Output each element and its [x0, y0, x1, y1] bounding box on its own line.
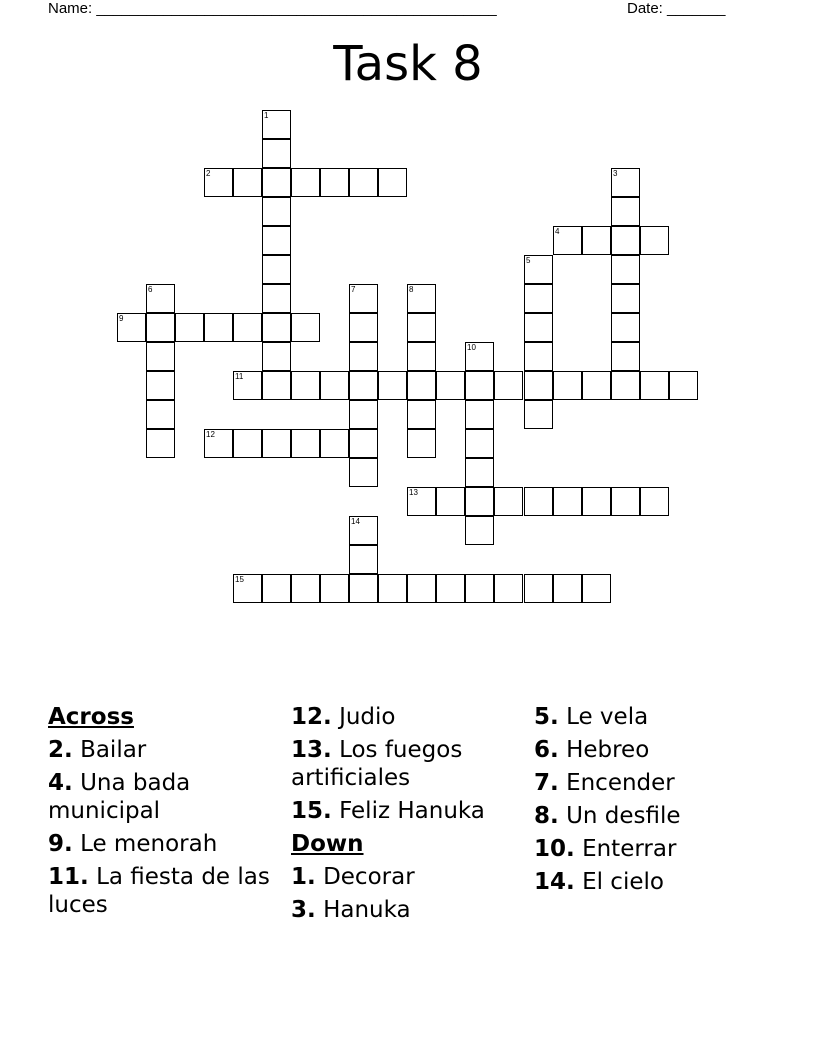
crossword-cell[interactable]: [349, 400, 378, 429]
clue-number-label: 9: [119, 314, 124, 323]
clue-number-label: 13: [409, 488, 418, 497]
crossword-cell[interactable]: [611, 342, 640, 371]
clue-across-12: [291, 703, 527, 731]
clue-number: 10.: [534, 836, 575, 862]
crossword-cell[interactable]: [291, 429, 320, 458]
clue-column-3: [534, 703, 770, 901]
clue-text: Judio: [339, 704, 396, 730]
clue-down-6: [534, 736, 770, 764]
crossword-cell[interactable]: [349, 168, 378, 197]
crossword-cell[interactable]: [465, 342, 494, 371]
crossword-cell[interactable]: [262, 574, 291, 603]
clue-number: 12.: [291, 704, 332, 730]
crossword-cell[interactable]: [204, 168, 233, 197]
clue-number: 4.: [48, 770, 73, 796]
crossword-cell[interactable]: [349, 284, 378, 313]
crossword-cell[interactable]: [262, 371, 291, 400]
clue-number-label: 8: [409, 285, 414, 294]
clue-number-label: 4: [555, 227, 560, 236]
crossword-cell[interactable]: [378, 574, 407, 603]
clue-column-1: [48, 703, 284, 924]
clue-text: Bailar: [80, 737, 147, 763]
crossword-cell[interactable]: [465, 574, 494, 603]
crossword-cell[interactable]: [465, 487, 494, 516]
crossword-cell[interactable]: [320, 429, 349, 458]
clue-across-13: [291, 736, 527, 792]
crossword-cell[interactable]: [233, 168, 262, 197]
crossword-cell[interactable]: [524, 400, 553, 429]
clue-text: Decorar: [323, 864, 415, 890]
crossword-cell[interactable]: [407, 429, 436, 458]
crossword-cell[interactable]: [582, 487, 611, 516]
crossword-cell[interactable]: [524, 284, 553, 313]
crossword-cell[interactable]: [291, 168, 320, 197]
clue-number-label: 1: [264, 111, 269, 120]
clue-across-11: [48, 863, 284, 919]
crossword-cell[interactable]: [291, 313, 320, 342]
clue-number-label: 14: [351, 517, 360, 526]
crossword-cell[interactable]: [582, 574, 611, 603]
clue-number: 14.: [534, 869, 575, 895]
crossword-cell[interactable]: [494, 574, 523, 603]
crossword-cell[interactable]: [146, 429, 175, 458]
clue-text: Los fuegos artificiales: [291, 737, 463, 791]
crossword-cell[interactable]: [117, 313, 146, 342]
clue-number: 15.: [291, 798, 332, 824]
page-title: Task 8: [333, 36, 483, 92]
crossword-cell[interactable]: [611, 226, 640, 255]
clue-across-4: [48, 769, 284, 825]
crossword-cell[interactable]: [436, 487, 465, 516]
clue-text: Una bada municipal: [48, 770, 191, 824]
crossword-cell[interactable]: [407, 574, 436, 603]
crossword-cell[interactable]: [611, 168, 640, 197]
crossword-cell[interactable]: [494, 371, 523, 400]
crossword-cell[interactable]: [204, 313, 233, 342]
crossword-cell[interactable]: [146, 400, 175, 429]
crossword-cell[interactable]: [640, 487, 669, 516]
clue-text: Le menorah: [80, 831, 218, 857]
crossword-cell[interactable]: [262, 284, 291, 313]
crossword-cell[interactable]: [582, 226, 611, 255]
crossword-cell[interactable]: [640, 371, 669, 400]
clue-text: La fiesta de las luces: [48, 864, 270, 918]
clue-number-label: 11: [235, 372, 244, 381]
clue-number-label: 12: [206, 430, 215, 439]
crossword-cell[interactable]: [524, 255, 553, 284]
crossword-cell[interactable]: [611, 371, 640, 400]
crossword-cell[interactable]: [233, 313, 262, 342]
crossword-cell[interactable]: [204, 429, 233, 458]
crossword-cell[interactable]: [611, 255, 640, 284]
crossword-cell[interactable]: [669, 371, 698, 400]
crossword-cell[interactable]: [553, 226, 582, 255]
crossword-cell[interactable]: [262, 226, 291, 255]
crossword-cell[interactable]: [262, 429, 291, 458]
crossword-cell[interactable]: [320, 574, 349, 603]
crossword-cell[interactable]: [524, 487, 553, 516]
crossword-cell[interactable]: [407, 284, 436, 313]
crossword-cell[interactable]: [262, 313, 291, 342]
crossword-cell[interactable]: [524, 342, 553, 371]
clue-text: El cielo: [582, 869, 664, 895]
crossword-cell[interactable]: [349, 516, 378, 545]
crossword-cell[interactable]: [524, 574, 553, 603]
clue-number-label: 3: [613, 169, 618, 178]
crossword-cell[interactable]: [233, 371, 262, 400]
clue-number: 2.: [48, 737, 73, 763]
crossword-cell[interactable]: [262, 255, 291, 284]
clue-number: 13.: [291, 737, 332, 763]
clue-number: 1.: [291, 864, 316, 890]
crossword-cell[interactable]: [349, 545, 378, 574]
clue-number: 3.: [291, 897, 316, 923]
crossword-cell[interactable]: [349, 429, 378, 458]
clue-number-label: 15: [235, 575, 244, 584]
clue-across-9: [48, 830, 284, 858]
crossword-cell[interactable]: [553, 371, 582, 400]
crossword-cell[interactable]: [291, 574, 320, 603]
clue-number-label: 2: [206, 169, 211, 178]
crossword-cell[interactable]: [582, 371, 611, 400]
clue-number: 7.: [534, 770, 559, 796]
crossword-cell[interactable]: [465, 429, 494, 458]
crossword-cell[interactable]: [349, 458, 378, 487]
crossword-cell[interactable]: [407, 342, 436, 371]
clue-number: 8.: [534, 803, 559, 829]
crossword-cell[interactable]: [378, 371, 407, 400]
crossword-cell[interactable]: [233, 429, 262, 458]
crossword-cell[interactable]: [465, 371, 494, 400]
clue-number-label: 10: [467, 343, 476, 352]
crossword-cell[interactable]: [349, 371, 378, 400]
clue-text: Un desfile: [566, 803, 681, 829]
crossword-cell[interactable]: [291, 371, 320, 400]
crossword-cell[interactable]: [262, 197, 291, 226]
name-field-label: Name: ________________________________________________: [48, 0, 497, 17]
crossword-cell[interactable]: [494, 487, 523, 516]
crossword-cell[interactable]: [146, 342, 175, 371]
clue-down-1: [291, 863, 527, 891]
clue-text: Le vela: [566, 704, 649, 730]
crossword-cell[interactable]: [611, 284, 640, 313]
crossword-cell[interactable]: [640, 226, 669, 255]
clue-text: Feliz Hanuka: [339, 798, 485, 824]
crossword-cell[interactable]: [320, 371, 349, 400]
clue-number-label: 7: [351, 285, 356, 294]
crossword-cell[interactable]: [465, 516, 494, 545]
clue-text: Enterrar: [582, 836, 677, 862]
down-heading: Down: [291, 831, 364, 857]
clue-number: 11.: [48, 864, 89, 890]
across-heading: Across: [48, 704, 134, 730]
crossword-cell[interactable]: [465, 458, 494, 487]
clue-number: 5.: [534, 704, 559, 730]
crossword-cell[interactable]: [320, 168, 349, 197]
clue-down-7: [534, 769, 770, 797]
crossword-cell[interactable]: [553, 487, 582, 516]
crossword-cell[interactable]: [407, 313, 436, 342]
crossword-cell[interactable]: [553, 574, 582, 603]
clue-text: Hanuka: [323, 897, 411, 923]
clue-text: Hebreo: [566, 737, 650, 763]
crossword-cell[interactable]: [611, 487, 640, 516]
crossword-cell[interactable]: [349, 313, 378, 342]
crossword-cell[interactable]: [465, 400, 494, 429]
clue-down-3: [291, 896, 527, 924]
clue-number-label: 5: [526, 256, 531, 265]
clue-down-10: [534, 835, 770, 863]
crossword-cell[interactable]: [262, 168, 291, 197]
crossword-cell[interactable]: [524, 313, 553, 342]
crossword-cell[interactable]: [175, 313, 204, 342]
crossword-cell[interactable]: [233, 574, 262, 603]
crossword-cell[interactable]: [262, 110, 291, 139]
clue-across-2: [48, 736, 284, 764]
crossword-cell[interactable]: [146, 371, 175, 400]
clue-text: Encender: [566, 770, 675, 796]
crossword-cell[interactable]: [146, 313, 175, 342]
crossword-cell[interactable]: [611, 197, 640, 226]
clue-down-5: [534, 703, 770, 731]
crossword-cell[interactable]: [146, 284, 175, 313]
clue-across-15: [291, 797, 527, 825]
crossword-cell[interactable]: [611, 313, 640, 342]
clue-number: 6.: [534, 737, 559, 763]
crossword-cell[interactable]: [436, 371, 465, 400]
clue-column-2: [291, 703, 527, 929]
crossword-cell[interactable]: [436, 574, 465, 603]
clue-down-8: [534, 802, 770, 830]
crossword-cell[interactable]: [407, 371, 436, 400]
clue-down-14: [534, 868, 770, 896]
crossword-cell[interactable]: [349, 342, 378, 371]
crossword-cell[interactable]: [407, 487, 436, 516]
crossword-cell[interactable]: [407, 400, 436, 429]
clue-number: 9.: [48, 831, 73, 857]
crossword-cell[interactable]: [349, 574, 378, 603]
crossword-cell[interactable]: [262, 342, 291, 371]
crossword-cell[interactable]: [524, 371, 553, 400]
date-field-label: Date: _______: [627, 0, 726, 17]
clue-number-label: 6: [148, 285, 153, 294]
crossword-cell[interactable]: [378, 168, 407, 197]
crossword-cell[interactable]: [262, 139, 291, 168]
